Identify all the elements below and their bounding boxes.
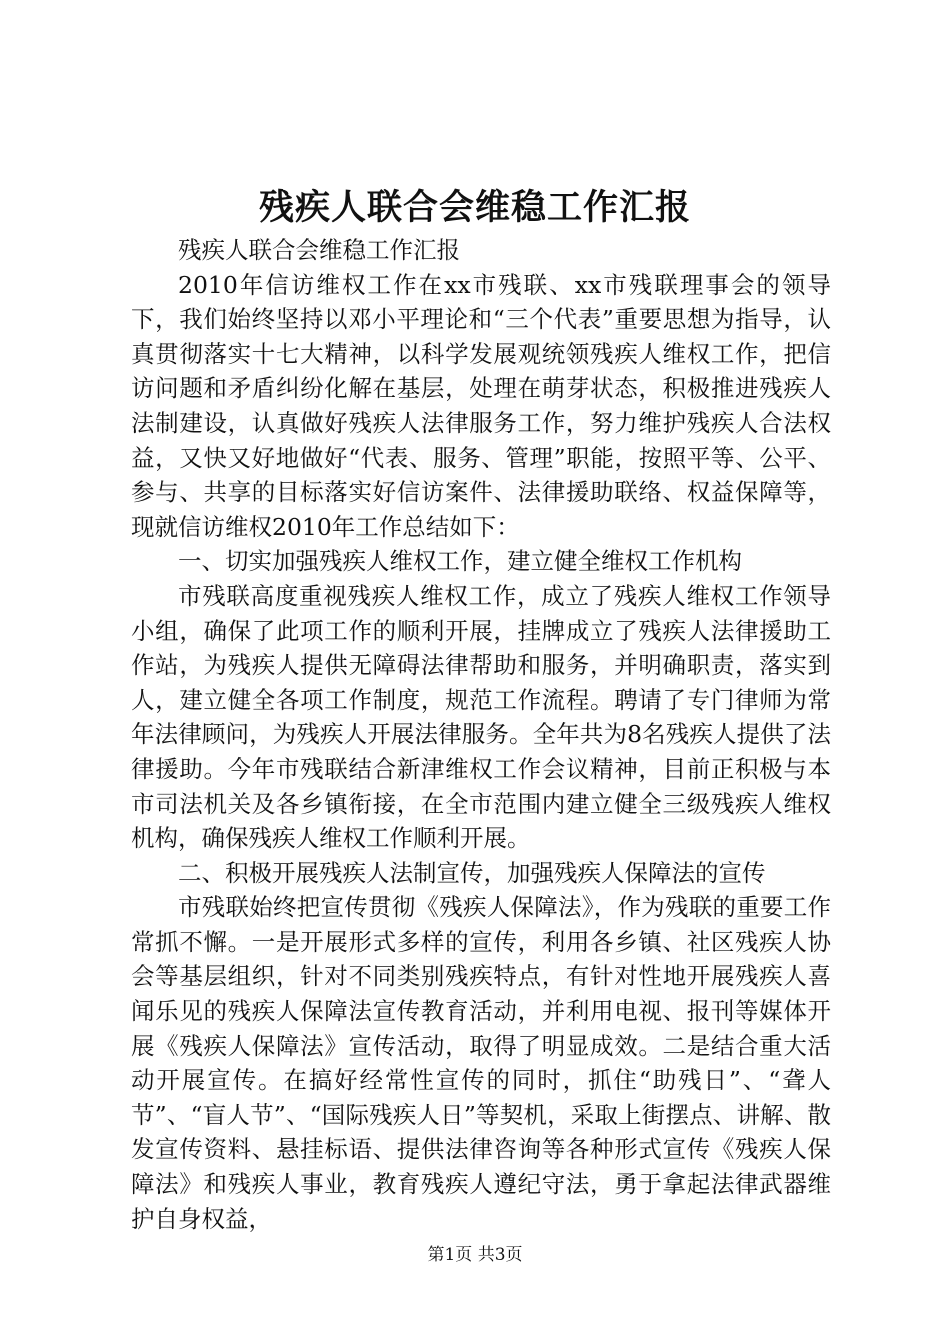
document-title: 残疾人联合会维稳工作汇报 bbox=[258, 187, 691, 228]
section-1-paragraph: 市残联高度重视残疾人维权工作，成立了残疾人维权工作领导小组，确保了此项工作的顺利开展，挂牌成立了残疾人法律援助工作站，为残疾人提供无障碍法律帮助和服务，并明确职责，落实到人，建立健全各项工作制度，规范工作流程。聘请了专门律师为常年法律顾问，为残疾人开展法律服务。全年共为8名残疾人提供了法律援助。今年市残联结合新津维权工作会议精神，目前正积极与本市司法机关及各乡镇衔接，在全市范围内建立健全三级残疾人维权机构，确保残疾人维权工作顺利开展。 bbox=[131, 581, 831, 853]
section-heading-1: 一、切实加强残疾人维权工作，建立健全维权工作机构 bbox=[178, 547, 742, 576]
document-body bbox=[131, 233, 831, 1236]
section-2-paragraph: 市残联始终把宣传贯彻《残疾人保障法》，作为残联的重要工作常抓不懈。一是开展形式多样的宣传，利用各乡镇、社区残疾人协会等基层组织，针对不同类别残疾特点，有针对性地开展残疾人喜闻乐见的残疾人保障法宣传教育活动，并利用电视、报刊等媒体开展《残疾人保障法》宣传活动，取得了明显成效。二是结合重大活动开展宣传。在搞好经常性宣传的同时，抓住“助残日”、“聋人节”、“盲人节”、“国际残疾人日”等契机，采取上街摆点、讲解、散发宣传资料、悬挂标语、提供法律咨询等各种形式宣传《残疾人保障法》和残疾人事业，教育残疾人遵纪守法，勇于拿起法律武器维护自身权益， bbox=[131, 893, 831, 1233]
intro-paragraph: 2010年信访维权工作在xx市残联、xx市残联理事会的领导下，我们始终坚持以邓小平理论和“三个代表”重要思想为指导，认真贯彻落实十七大精神，以科学发展观统领残疾人维权工作，把信访问题和矛盾纠纷化解在基层，处理在萌芽状态，积极推进残疾人法制建设，认真做好残疾人法律服务工作，努力维护残疾人合法权益，又快又好地做好“代表、服务、管理”职能，按照平等、公平、参与、共享的目标落实好信访案件、法律援助联络、权益保障等，现就信访维权2010年工作总结如下： bbox=[131, 270, 831, 541]
subtitle-paragraph: 残疾人联合会维稳工作汇报 bbox=[178, 236, 460, 264]
page-footer: 第1页 共3页 bbox=[427, 1245, 523, 1265]
section-heading-2: 二、积极开展残疾人法制宣传，加强残疾人保障法的宣传 bbox=[178, 858, 766, 887]
